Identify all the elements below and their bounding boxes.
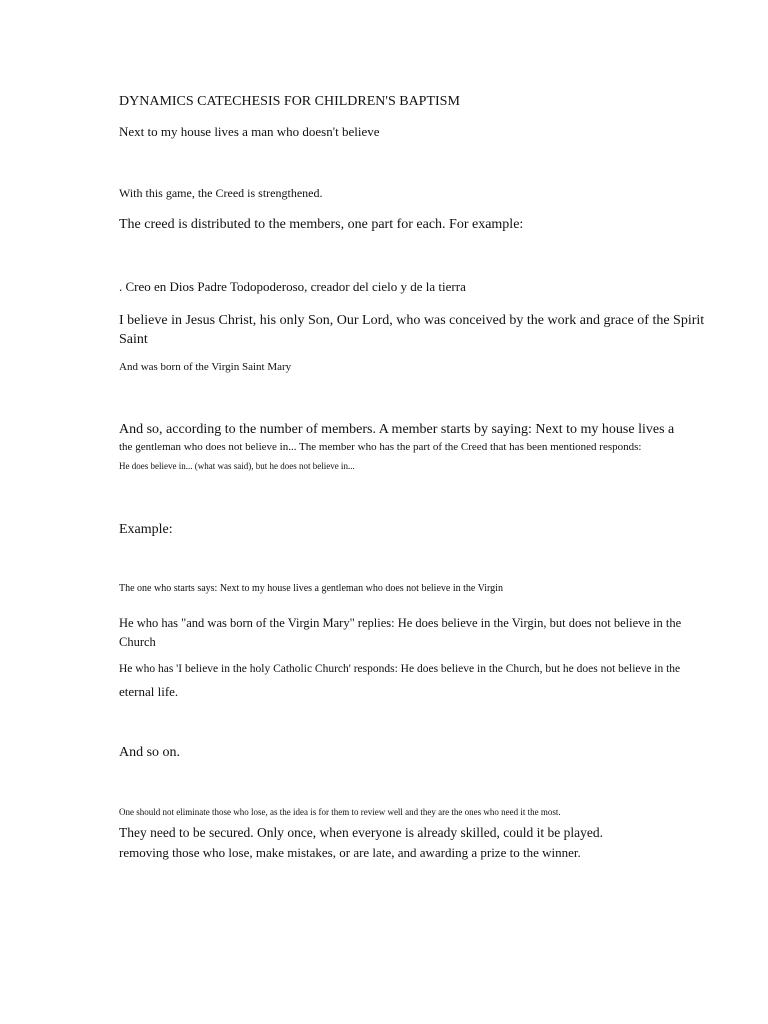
note-line-1: One should not eliminate those who lose, as the idea is for them to review well and they are the ones who need it the most. bbox=[119, 807, 561, 817]
example-start-line: The one who starts says: Next to my house lives a gentleman who does not believe in the Virgin bbox=[119, 583, 503, 594]
example-heading: Example: bbox=[119, 522, 173, 537]
members-line-1: And so, according to the number of members. A member starts by saying: Next to my house lives a bbox=[119, 422, 675, 437]
distribution-paragraph: The creed is distributed to the members, one part for each. For example: bbox=[119, 217, 524, 232]
note-line-2: They need to be secured. Only once, when everyone is already skilled, could it be played. bbox=[119, 825, 603, 840]
creed-jesus-paragraph: I believe in Jesus Christ, his only Son, Our Lord, who was conceived by the work and grace of the Spirit Saint bbox=[119, 313, 705, 347]
note-line-3: removing those who lose, make mistakes, or are late, and awarding a prize to the winner. bbox=[119, 845, 581, 860]
creed-born-line: And was born of the Virgin Saint Mary bbox=[119, 361, 292, 373]
example-reply-2-line-2: eternal life. bbox=[119, 684, 179, 699]
members-line-2: the gentleman who does not believe in... The member who has the part of the Creed that has been mentioned responds: bbox=[119, 441, 642, 453]
members-line-3: He does believe in... (what was said), but he does not believe in... bbox=[119, 461, 355, 471]
intro-paragraph: With this game, the Creed is strengthened. bbox=[119, 186, 323, 200]
document-subtitle: Next to my house lives a man who doesn't believe bbox=[119, 124, 380, 139]
example-reply-2-line-1: He who has 'I believe in the holy Catholic Church' responds: He does believe in the Church, but he does not believe in the bbox=[119, 663, 681, 675]
and-so-on-line: And so on. bbox=[119, 745, 181, 760]
creed-spanish-line: . Creo en Dios Padre Todopoderoso, creador del cielo y de la tierra bbox=[119, 279, 466, 294]
example-reply-1: He who has "and was born of the Virgin Mary" replies: He does believe in the Virgin, but does not believe in the Church bbox=[119, 616, 682, 649]
document-title: DYNAMICS CATECHESIS FOR CHILDREN'S BAPTISM bbox=[119, 94, 460, 109]
